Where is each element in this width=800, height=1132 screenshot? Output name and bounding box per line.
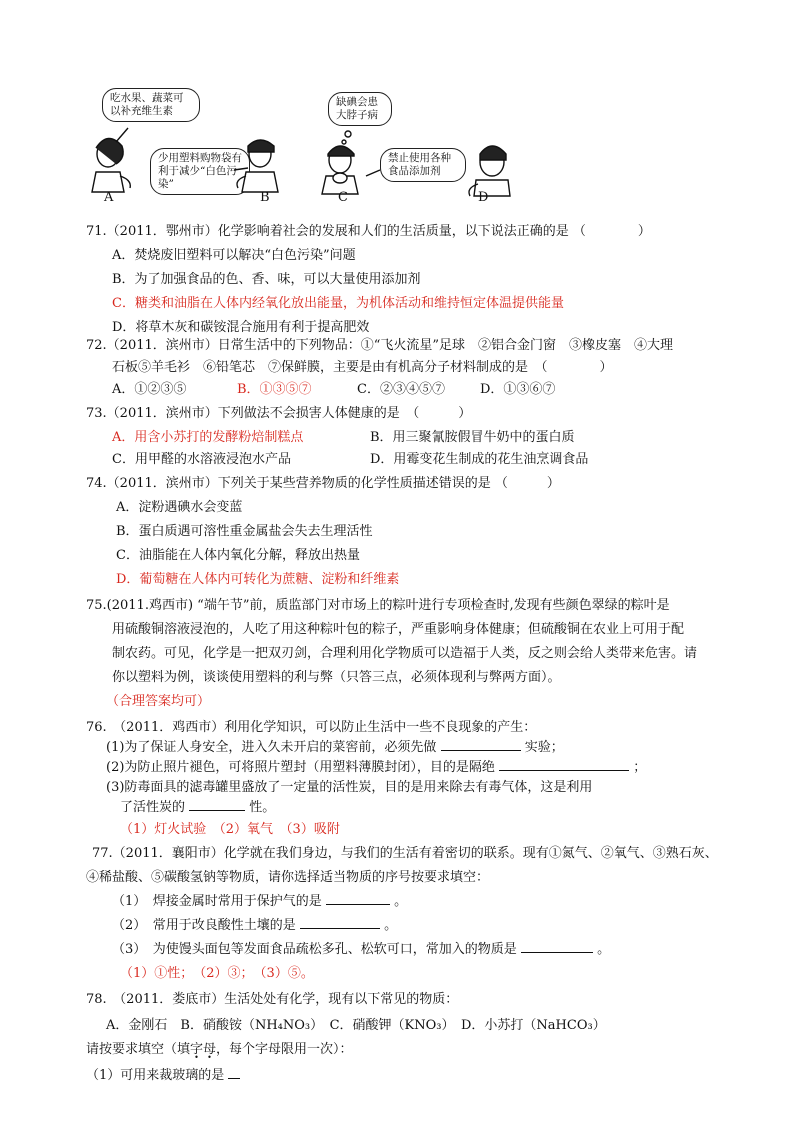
- label-b: B: [260, 190, 270, 205]
- q74-option-a: A．淀粉遇碘水会变蓝: [116, 500, 243, 515]
- q78-instruction: [86, 1038, 353, 1057]
- q77-part1-end: 。: [394, 894, 408, 909]
- q76-part3-blank[interactable]: [189, 799, 245, 811]
- q76-part1: [106, 736, 564, 755]
- q76-part1-end: 实验；: [524, 740, 564, 755]
- person-d-icon: [469, 146, 510, 196]
- q71-stem: 71.（2011．鄂州市）化学影响着社会的发展和人们的生活质量，以下说法正确的是 （ ）: [86, 224, 651, 239]
- q76-answer: （1）灯火试验 （2）氧气 （3）吸附: [120, 822, 340, 837]
- q78-part1-text: （1）可用来裁玻璃的是: [86, 1068, 225, 1083]
- q78-instruction-dot2: 母: [203, 1042, 217, 1057]
- q75-line2: 用硫酸铜溶液浸泡的，人吃了用这种粽叶包的粽子，严重影响身体健康；但硫酸铜在农业上可用于配: [112, 622, 685, 637]
- speech-bubble-b: 少用塑料购物袋有利于减少“白色污染”: [150, 148, 250, 195]
- q77-line2: ④稀盐酸、⑤碳酸氢钠等物质，请你选择适当物质的序号按要求填空：: [86, 870, 490, 885]
- q77-part3: [112, 938, 610, 957]
- q72-stem-line1: 72.（2011．滨州市）日常生活中的下列物品：①“飞火流星”足球 ②铝合金门窗 ③橡皮塞 ④大理: [86, 338, 674, 353]
- q71-option-d: D．将草木灰和碳铵混合施用有利于提高肥效: [112, 320, 370, 335]
- q73-option-a: A．用含小苏打的发酵粉焙制糕点: [112, 430, 304, 445]
- q77-part2: [112, 914, 397, 933]
- q76-part1-text: (1)为了保证人身安全，进入久未开启的菜窖前，必须先做: [106, 740, 437, 755]
- q72-option-c: C．②③④⑤⑦: [357, 382, 445, 397]
- q76-part2: [106, 756, 646, 775]
- q76-part2-blank[interactable]: [499, 759, 629, 771]
- q77-line1: 77.（2011．襄阳市）化学就在我们身边，与我们的生活有着密切的联系。现有①氮气、②氧气、③熟石灰、: [92, 846, 718, 861]
- person-b-icon: [237, 140, 278, 192]
- person-c-icon: [322, 131, 358, 194]
- speech-bubble-c: 缺碘会患大脖子病: [328, 92, 392, 126]
- q74-stem: 74.（2011．滨州市）下列关于某些营养物质的化学性质描述错误的是 （ ）: [86, 476, 560, 491]
- q76-part1-blank[interactable]: [441, 739, 521, 751]
- q72-option-a: A．①②③⑤: [112, 382, 187, 397]
- q77-part2-blank[interactable]: [300, 917, 380, 929]
- q77-part3-blank[interactable]: [521, 941, 593, 953]
- speech-bubble-d: 禁止使用各种食品添加剂: [380, 148, 466, 182]
- person-a-icon: [92, 138, 130, 192]
- q73-option-b: B．用三聚氰胺假冒牛奶中的蛋白质: [370, 430, 575, 445]
- q74-option-c: C．油脂能在人体内氧化分解，释放出热量: [116, 548, 360, 563]
- q75-answer: （合理答案均可）: [106, 694, 211, 709]
- q72-option-d: D．①③⑥⑦: [480, 382, 556, 397]
- cartoon-figure: [80, 72, 520, 212]
- q73-option-c: C．用甲醛的水溶液浸泡水产品: [112, 452, 291, 467]
- q73-option-d: D．用霉变花生制成的花生油烹调食品: [370, 452, 589, 467]
- q71-option-b: B．为了加强食品的色、香、味，可以大量使用添加剂: [112, 272, 421, 287]
- q77-part2-end: 。: [384, 918, 398, 933]
- q74-option-d: D．葡萄糖在人体内可转化为蔗糖、淀粉和纤维素: [116, 572, 400, 587]
- q75-line4: 你以塑料为例，谈谈使用塑料的利与弊（只答三点，必须体现利与弊两方面）。: [112, 670, 561, 685]
- label-c: C: [338, 190, 348, 205]
- q76-part2-end: ；: [633, 760, 647, 775]
- q77-part2-text: （2） 常用于改良酸性土壤的是: [112, 918, 296, 933]
- q75-line1: 75.(2011.鸡西市) “端午节”前，质监部门对市场上的粽叶进行专项检查时,发现有些颜色翠绿的粽叶是: [86, 598, 670, 613]
- q75-line3: 制农药。可见，化学是一把双刃剑，合理利用化学物质可以造福于人类，反之则会给人类带来危害。请: [112, 646, 698, 661]
- q76-part3-text: 了活性炭的: [120, 800, 186, 815]
- q78-instruction-pre: 请按要求填空（填: [86, 1042, 191, 1057]
- q77-part1-blank[interactable]: [326, 893, 390, 905]
- q77-part1: [112, 890, 407, 909]
- q72-stem-line2: 石板⑤羊毛衫 ⑥铅笔芯 ⑦保鲜膜，主要是由有机高分子材料制成的是 （ ）: [112, 360, 613, 375]
- q78-stem: 78. （2011．娄底市）生活处处有化学，现有以下常见的物质：: [86, 992, 459, 1007]
- q78-instruction-dot1: 字: [190, 1042, 204, 1057]
- people-illustration: [80, 72, 520, 212]
- q76-part3-line2: [120, 796, 275, 815]
- q72-option-b: B．①③⑤⑦: [237, 382, 312, 397]
- q76-part3-line1: (3)防毒面具的滤毒罐里盛放了一定量的活性炭，目的是用来除去有毒气体，这是利用: [106, 780, 593, 795]
- q76-part3-end: 性。: [249, 800, 276, 815]
- q78-part1: [86, 1064, 240, 1083]
- label-d: D: [478, 190, 489, 205]
- q78-options: A．金刚石 B．硝酸铵（NH₄NO₃） C．硝酸钾（KNO₃） D．小苏打（NaHCO₃）: [106, 1018, 606, 1033]
- speech-bubble-a: 吃水果、蔬菜可以补充维生素: [102, 88, 200, 122]
- label-a: A: [104, 190, 114, 205]
- q77-part3-end: 。: [597, 942, 611, 957]
- q73-stem: 73.（2011．滨州市）下列做法不会损害人体健康的是 （ ）: [86, 406, 472, 421]
- q77-answer: （1）①性； （2）③； （3）⑤。: [120, 966, 314, 981]
- q77-part1-text: （1） 焊接金属时常用于保护气的是: [112, 894, 322, 909]
- q78-instruction-post: ，每个字母限用一次）：: [216, 1042, 353, 1057]
- q78-part1-blank[interactable]: [228, 1067, 240, 1079]
- q74-option-b: B．蛋白质遇可溶性重金属盐会失去生理活性: [116, 524, 373, 539]
- q71-option-a: A．焚烧废旧塑料可以解决“白色污染”问题: [112, 248, 356, 263]
- q76-part2-text: (2)为防止照片褪色，可将照片塑封（用塑料薄膜封闭），目的是隔绝: [106, 760, 495, 775]
- q77-part3-text: （3） 为使馒头面包等发面食品疏松多孔、松软可口，常加入的物质是: [112, 942, 517, 957]
- q71-option-c: C．糖类和油脂在人体内经氧化放出能量，为机体活动和维持恒定体温提供能量: [112, 296, 564, 311]
- q76-stem: 76. （2011．鸡西市）利用化学知识，可以防止生活中一些不良现象的产生：: [86, 720, 537, 735]
